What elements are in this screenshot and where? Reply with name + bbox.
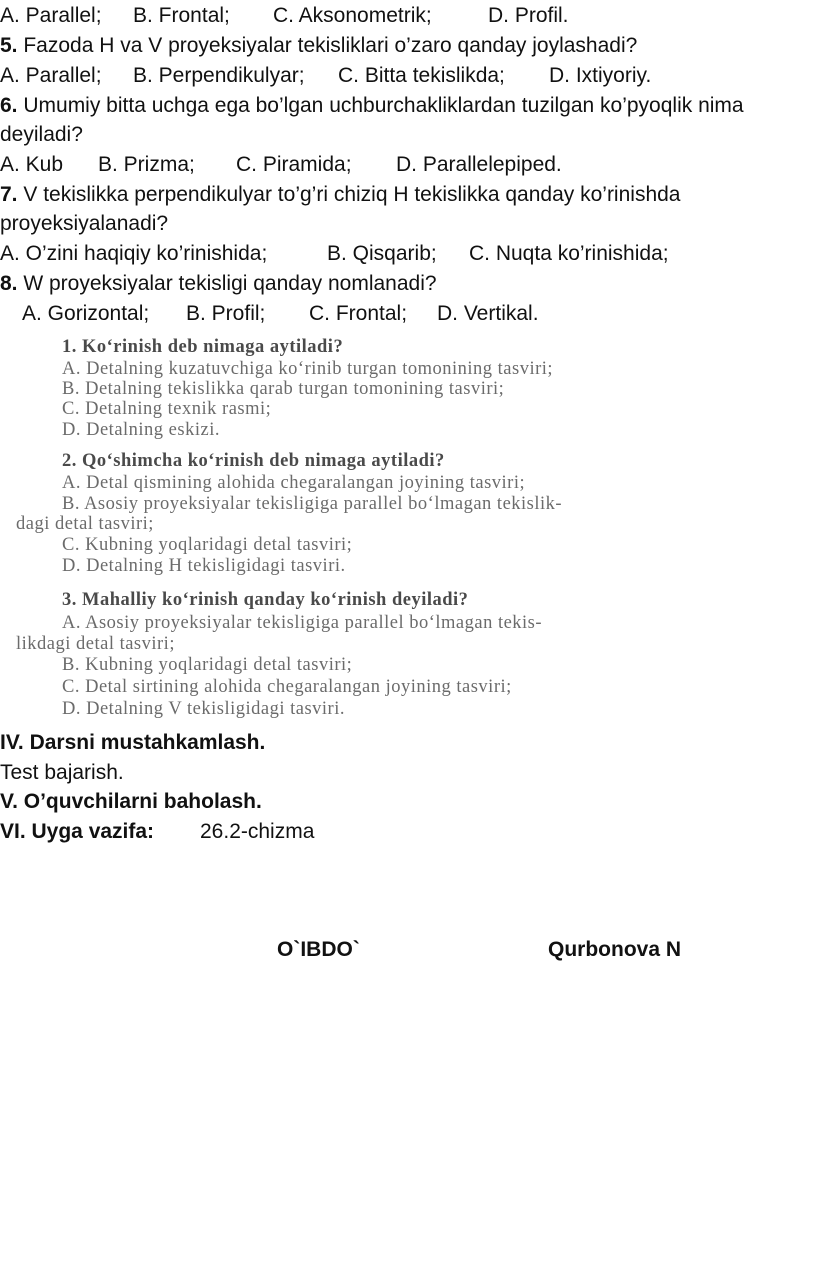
q5-option-b: B. Perpendikulyar; <box>133 64 305 87</box>
footer-left-signature: O`IBDO` <box>277 938 360 961</box>
scan-q2-c: C. Kubning yoqlaridagi detal tasviri; <box>62 535 353 555</box>
q8-text: W proyeksiyalar tekisligi qanday nomlanadi? <box>17 272 437 295</box>
q4-option-a: A. Parallel; <box>0 4 102 27</box>
q6-option-a: A. Kub <box>0 153 64 176</box>
q7-options <box>0 240 669 268</box>
q8-option-c: C. Frontal; <box>309 302 408 325</box>
q4-option-b: B. Frontal; <box>133 4 230 27</box>
q5-option-c: C. Bitta tekislikda; <box>338 64 505 87</box>
scan-q1: 1. Ko‘rinish deb nimaga aytiladi? <box>62 337 344 357</box>
q5-number: 5. <box>0 34 18 57</box>
scan-q2-b1: B. Asosiy proyeksiyalar tekisligiga parallel bo‘lmagan tekislik- <box>62 494 563 514</box>
section-vi-value: 26.2-chizma <box>200 820 315 843</box>
q8-option-b: B. Profil; <box>186 302 266 325</box>
scan-q3-b: B. Kubning yoqlaridagi detal tasviri; <box>62 655 353 675</box>
q5-option-a: A. Parallel; <box>0 64 102 87</box>
scan-q1-c: C. Detalning texnik rasmi; <box>62 399 272 419</box>
q8-option-d: D. Vertikal. <box>437 302 539 325</box>
q6-number: 6. <box>0 94 18 117</box>
q7-option-a: A. O’zini haqiqiy ko’rinishida; <box>0 242 268 265</box>
q6-option-c: C. Piramida; <box>236 153 352 176</box>
q4-option-c: C. Aksonometrik; <box>273 4 432 27</box>
section-vi-label: VI. Uyga vazifa: <box>0 820 155 843</box>
scan-q3-d: D. Detalning V tekisligidagi tasviri. <box>62 699 345 719</box>
scan-q2: 2. Qo‘shimcha ko‘rinish deb nimaga aytiladi? <box>62 451 445 471</box>
test-line: Test bajarish. <box>0 761 124 784</box>
q6-options <box>0 151 562 179</box>
scan-q3-a1: A. Asosiy proyeksiyalar tekisligiga parallel bo‘lmagan tekis- <box>62 613 543 633</box>
q4-options <box>0 2 569 30</box>
scan-q3: 3. Mahalliy ko‘rinish qanday ko‘rinish deyiladi? <box>62 590 469 610</box>
q6-question <box>0 92 744 120</box>
q6-text-line1: Umumiy bitta uchga ega bo’lgan uchburchakliklardan tuzilgan ko’pyoqlik nima <box>17 94 744 117</box>
q8-number: 8. <box>0 272 18 295</box>
q5-options <box>0 62 651 90</box>
scan-q1-b: B. Detalning tekislikka qarab turgan tomonining tasviri; <box>62 379 505 399</box>
section-vi <box>0 818 314 846</box>
q6-option-b: B. Prizma; <box>98 153 195 176</box>
q4-option-d: D. Profil. <box>488 4 569 27</box>
q7-question <box>0 181 680 209</box>
q7-text-line2: proyeksiyalanadi? <box>0 212 169 235</box>
scan-q2-d: D. Detalning H tekisligidagi tasviri. <box>62 556 346 576</box>
q8-option-a: A. Gorizontal; <box>22 302 150 325</box>
q5-option-d: D. Ixtiyoriy. <box>549 64 652 87</box>
footer-right-signature: Qurbonova N <box>548 938 682 961</box>
scan-q1-a: A. Detalning kuzatuvchiga ko‘rinib turgan tomonining tasviri; <box>62 359 554 379</box>
scan-q3-c: C. Detal sirtining alohida chegaralangan joyining tasviri; <box>62 677 512 697</box>
q6-text-line2: deyiladi? <box>0 123 83 146</box>
q7-number: 7. <box>0 183 18 206</box>
q6-option-d: D. Parallelepiped. <box>396 153 562 176</box>
scan-q1-d: D. Detalning eskizi. <box>62 420 220 440</box>
section-iv-title: IV. Darsni mustahkamlash. <box>0 731 266 754</box>
scan-q2-a: A. Detal qismining alohida chegaralangan joyining tasviri; <box>62 473 526 493</box>
q7-option-c: C. Nuqta ko’rinishida; <box>469 242 669 265</box>
section-v <box>0 788 262 816</box>
section-v-title: V. O’quvchilarni baholash. <box>0 790 262 813</box>
q8-options <box>22 300 539 328</box>
q7-text-line1: V tekislikka perpendikulyar to’g’ri chiziq H tekislikka qanday ko’rinishda <box>17 183 681 206</box>
scan-q2-b2: dagi detal tasviri; <box>16 514 154 534</box>
q8-question <box>0 270 437 298</box>
q5-question <box>0 32 637 60</box>
scan-q3-a2: likdagi detal tasviri; <box>16 634 175 654</box>
q7-option-b: B. Qisqarib; <box>327 242 437 265</box>
q5-text: Fazoda H va V proyeksiyalar tekisliklari o’zaro qanday joylashadi? <box>17 34 638 57</box>
section-iv <box>0 729 265 757</box>
